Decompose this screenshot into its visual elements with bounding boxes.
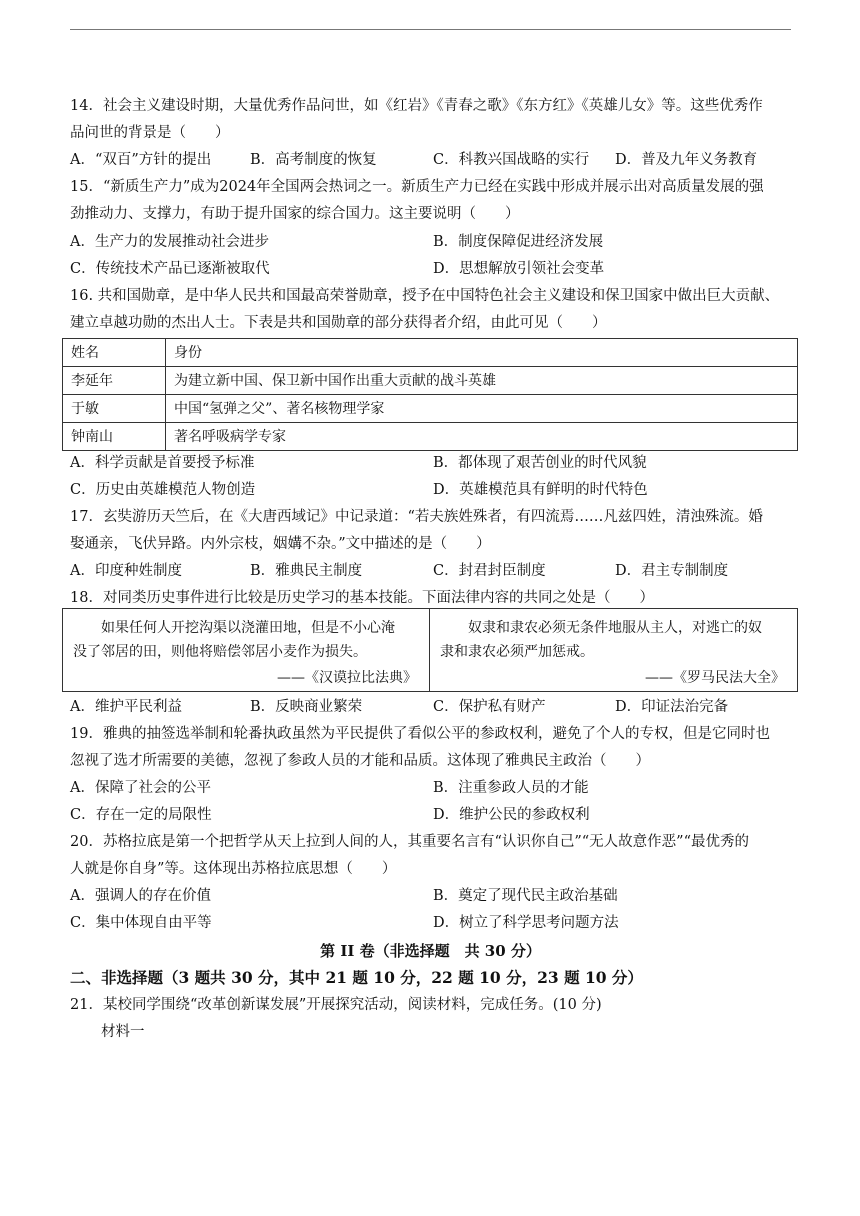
q14-option-d[interactable]: D．普及九年义务教育 <box>615 152 758 168</box>
q20-stem-line1: 20．苏格拉底是第一个把哲学从天上拉到人间的人，其重要名言有“认识你自己”“无人故意作恶”“最优秀的 <box>70 834 750 850</box>
q16-option-d[interactable]: D．英雄模范具有鲜明的时代特色 <box>433 482 648 498</box>
q18-option-d[interactable]: D．印证法治完备 <box>615 699 729 715</box>
q17-option-a[interactable]: A．印度种姓制度 <box>70 563 182 579</box>
q20-option-d[interactable]: D．树立了科学思考问题方法 <box>433 915 619 931</box>
q18-option-a[interactable]: A．维护平民利益 <box>70 699 182 715</box>
table-header-cell: 姓名 <box>63 339 166 367</box>
q17-stem-line2: 娶通亲，飞伏异路。内外宗枝，姻媾不杂。”文中描述的是（ ） <box>70 536 491 552</box>
q18-option-c[interactable]: C．保护私有财产 <box>433 699 546 715</box>
q19-option-c[interactable]: C．存在一定的局限性 <box>70 807 212 823</box>
q18-right-source: ——《罗马民法大全》 <box>645 670 785 686</box>
q18-right-line1: 奴隶和隶农必须无条件地服从主人，对逃亡的奴 <box>468 620 762 636</box>
q14-option-a[interactable]: A．“双百”方针的提出 <box>70 152 212 168</box>
q18-left-cell <box>63 609 430 691</box>
q19-option-a[interactable]: A．保障了社会的公平 <box>70 780 211 796</box>
table-cell: 著名呼吸病学专家 <box>166 423 798 451</box>
table-row <box>63 395 798 423</box>
q20-stem-line2: 人就是你自身”等。这体现出苏格拉底思想（ ） <box>70 861 397 877</box>
q18-option-b[interactable]: B．反映商业繁荣 <box>250 699 363 715</box>
q20-option-a[interactable]: A．强调人的存在价值 <box>70 888 211 904</box>
table-header-row <box>63 339 798 367</box>
q14-stem-line1: 14．社会主义建设时期，大量优秀作品问世，如《红岩》《青春之歌》《东方红》《英雄儿女》等。这些优秀作 <box>70 98 763 114</box>
table-row <box>63 367 798 395</box>
q15-option-b[interactable]: B．制度保障促进经济发展 <box>433 234 604 250</box>
q18-left-line2: 没了邻居的田，则他将赔偿邻居小麦作为损失。 <box>73 644 367 660</box>
q16-option-c[interactable]: C．历史由英雄模范人物创造 <box>70 482 256 498</box>
q20-option-c[interactable]: C．集中体现自由平等 <box>70 915 212 931</box>
section2-title: 第 II 卷（非选择题 共 30 分） <box>320 942 541 960</box>
table-cell: 为建立新中国、保卫新中国作出重大贡献的战斗英雄 <box>166 367 798 395</box>
q18-left-source: ——《汉谟拉比法典》 <box>277 670 417 686</box>
table-cell: 钟南山 <box>63 423 166 451</box>
table-cell: 李延年 <box>63 367 166 395</box>
q16-table <box>62 338 798 451</box>
q16-option-b[interactable]: B．都体现了艰苦创业的时代风貌 <box>433 455 647 471</box>
q18-right-cell <box>430 609 797 691</box>
q21-material-label: 材料一 <box>101 1024 145 1040</box>
header-rule <box>70 29 791 30</box>
table-cell: 中国“氢弹之父”、著名核物理学家 <box>166 395 798 423</box>
q15-option-c[interactable]: C．传统技术产品已逐渐被取代 <box>70 261 270 277</box>
q17-option-c[interactable]: C．封君封臣制度 <box>433 563 546 579</box>
table-header-cell: 身份 <box>166 339 798 367</box>
q16-stem-line2: 建立卓越功勋的杰出人士。下表是共和国勋章的部分获得者介绍，由此可见（ ） <box>70 315 607 331</box>
q19-option-d[interactable]: D．维护公民的参政权利 <box>433 807 590 823</box>
section2-heading: 二、非选择题（3 题共 30 分，其中 21 题 10 分，22 题 10 分，23 题 10 分） <box>70 968 643 987</box>
q16-stem-line1: 16. 共和国勋章，是中华人民共和国最高荣誉勋章，授予在中国特色社会主义建设和保卫国家中做出巨大贡献、 <box>70 288 780 304</box>
q19-stem-line1: 19．雅典的抽签选举制和轮番执政虽然为平民提供了看似公平的参政权利，避免了个人的专权，但是它同时也 <box>70 726 770 742</box>
q17-stem-line1: 17．玄奘游历天竺后，在《大唐西域记》中记录道：“若夫族姓殊者，有四流焉……凡兹四姓，清浊殊流。婚 <box>70 509 763 525</box>
q18-stem: 18．对同类历史事件进行比较是历史学习的基本技能。下面法律内容的共同之处是（ ） <box>70 590 654 606</box>
q15-stem-line1: 15．“新质生产力”成为2024年全国两会热词之一。新质生产力已经在实践中形成并展示出对高质量发展的强 <box>70 179 764 195</box>
q17-option-b[interactable]: B．雅典民主制度 <box>250 563 363 579</box>
q17-option-d[interactable]: D．君主专制制度 <box>615 563 729 579</box>
q16-option-a[interactable]: A．科学贡献是首要授予标准 <box>70 455 255 471</box>
q15-option-d[interactable]: D．思想解放引领社会变革 <box>433 261 605 277</box>
q14-stem-line2: 品问世的背景是（ ） <box>70 125 230 141</box>
q18-right-line2: 隶和隶农必须严加惩戒。 <box>440 644 594 660</box>
table-row <box>63 423 798 451</box>
q14-option-b[interactable]: B．高考制度的恢复 <box>250 152 377 168</box>
table-cell: 于敏 <box>63 395 166 423</box>
q20-option-b[interactable]: B．奠定了现代民主政治基础 <box>433 888 618 904</box>
q15-option-a[interactable]: A．生产力的发展推动社会进步 <box>70 234 269 250</box>
q18-material-table <box>62 608 798 692</box>
q19-option-b[interactable]: B．注重参政人员的才能 <box>433 780 589 796</box>
q15-stem-line2: 劲推动力、支撑力，有助于提升国家的综合国力。这主要说明（ ） <box>70 206 520 222</box>
q18-left-line1: 如果任何人开挖沟渠以浇灌田地，但是不小心淹 <box>101 620 395 636</box>
q19-stem-line2: 忽视了选才所需要的美德，忽视了参政人员的才能和品质。这体现了雅典民主政治（ ） <box>70 753 650 769</box>
q21-stem: 21．某校同学围绕“改革创新谋发展”开展探究活动，阅读材料，完成任务。(10 分) <box>70 997 602 1013</box>
q14-option-c[interactable]: C．科教兴国战略的实行 <box>433 152 590 168</box>
